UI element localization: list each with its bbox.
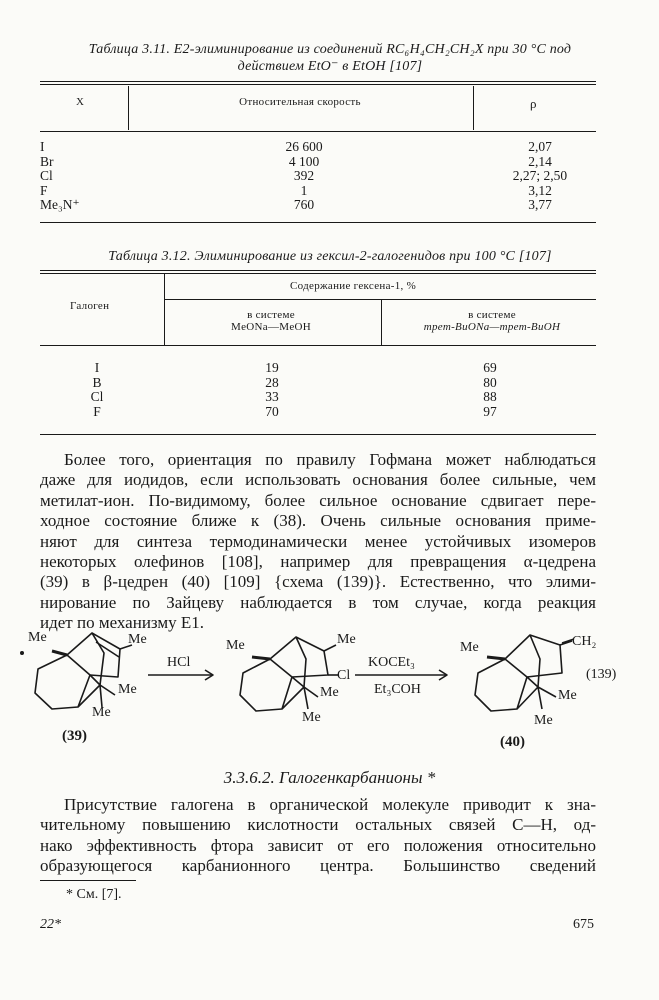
text-line: няют для синтеза термодинамически менее устойчивых изомеров — [40, 531, 596, 551]
molecule-40-label-me-bottom: Me — [534, 713, 553, 728]
table-3-12-col-divider-main — [164, 274, 165, 345]
table-3-11-top-rule — [40, 81, 596, 82]
table-cell: Cl — [40, 168, 53, 183]
molecule-39-number: (39) — [62, 728, 87, 744]
table-cell: 392 — [293, 168, 315, 183]
text-line: Более того, ориентация по правилу Гофмана может наблюдаться — [64, 450, 596, 469]
table-3-11-header-x: X — [76, 96, 85, 108]
table-3-12-top-rule-double — [40, 273, 596, 274]
table-3-11-col-x — [40, 140, 80, 213]
intermediate-label-me-left: Me — [226, 638, 245, 653]
table-3-12-top-rule — [40, 270, 596, 271]
table-cell: Cl — [90, 389, 104, 404]
subheader-line: в системе — [468, 309, 516, 321]
table-3-12-col-halogen — [82, 361, 112, 419]
table-3-12-col-tbuona — [470, 361, 510, 419]
text-line: ходное состояние ближе к (38). Очень сильные основания приме- — [40, 511, 596, 531]
table-cell: 97 — [483, 403, 497, 419]
table-cell: 2,14 — [528, 153, 552, 169]
table-cell: 1 — [300, 182, 308, 198]
reagent-1: HCl — [167, 655, 191, 670]
text-line: даже для иодидов, если использовать основания более сильные, чем — [40, 470, 596, 490]
table-cell: I — [40, 139, 45, 154]
table-3-11-col-rho — [490, 140, 590, 213]
table-cell: I — [94, 360, 100, 375]
molecule-40-number: (40) — [500, 734, 525, 750]
text-line: нирование по Зайцеву наблюдается в том случае, когда реакция — [40, 592, 596, 612]
molecule-39-structure — [35, 633, 132, 709]
table-cell: 19 — [265, 360, 279, 375]
table-3-11-header-rho: ρ — [530, 96, 537, 111]
intermediate-label-me-right: Me — [320, 685, 339, 700]
reagent-2-bottom: Et₃COH — [374, 682, 421, 697]
subheader-line: в системе — [247, 309, 295, 321]
table-cell: 33 — [265, 389, 279, 404]
dot-marker — [20, 651, 24, 655]
table-3-11-col-divider-2 — [473, 86, 474, 130]
table-cell: F — [40, 182, 48, 198]
table-cell: 26 600 — [285, 139, 323, 154]
table-cell: Me₃N⁺ — [40, 197, 80, 212]
table-3-11-header-rate: Относительная скорость — [239, 96, 361, 108]
subheader-line: трет-BuONa—трет-BuOH — [423, 321, 561, 333]
text-line: некоторых олефинов [108], например для превращения α-цедрена — [40, 551, 596, 571]
table-3-11-bottom-rule — [40, 222, 596, 223]
table-3-12-bottom-rule — [40, 434, 596, 435]
footnote-rule — [40, 880, 136, 881]
text-line: образующегося карбанионного центра. Большинство сведений — [40, 856, 596, 876]
paragraph-2 — [40, 795, 596, 877]
intermediate-label-me-bottom: Me — [302, 710, 321, 725]
table-cell: 28 — [265, 374, 279, 390]
table-3-12-header-halogen: Галоген — [70, 300, 110, 312]
table-cell: 69 — [483, 360, 497, 375]
table-3-11-caption-line1: Таблица 3.11. E2-элиминирование из соединений RC₆H₄CH₂CH₂X при 30 °C под — [88, 42, 572, 57]
intermediate-label-cl: Cl — [337, 668, 351, 683]
text-line: нако эффективность фтора зависит от его положения относительно — [40, 835, 596, 855]
molecule-39-label-me-lower-right: Me — [118, 682, 137, 697]
table-3-12-header-content: Содержание гексена-1, % — [290, 280, 417, 292]
page-number: 675 — [573, 917, 594, 932]
text-line: Присутствие галогена в органической молекуле приводит к зна- — [64, 795, 596, 814]
molecule-39-label-me-top: Me — [28, 630, 47, 645]
molecule-40-label-ch2: CH₂ — [572, 634, 597, 649]
scheme-number: (139) — [586, 667, 617, 682]
molecule-39-label-me-right: Me — [128, 632, 147, 647]
table-3-12-subheader-tbuona — [392, 309, 592, 333]
table-3-12-col-meona — [252, 361, 292, 419]
molecule-40-label-me-left: Me — [460, 640, 479, 655]
table-cell: 3,77 — [528, 197, 552, 212]
footnote: * См. [7]. — [66, 887, 122, 902]
signature-mark: 22* — [40, 917, 61, 932]
table-cell: 2,27; 2,50 — [512, 168, 568, 183]
table-3-11-col-rate — [254, 140, 354, 213]
molecule-40-label-me-right: Me — [558, 688, 577, 703]
subheader-line: MeONa—MeOH — [231, 321, 311, 333]
table-3-12-header-rule — [40, 345, 596, 346]
text-line: метилат-ион. По-видимому, более сильное основание сдвигает пере- — [40, 490, 596, 510]
table-cell: 3,12 — [528, 182, 552, 198]
text-line: (39) в β-цедрен (40) [109] {схема (139)}. Естественно, что элими- — [40, 572, 596, 592]
table-3-12-caption: Таблица 3.12. Элиминирование из гексил-2-галогенидов при 100 °C [107] — [108, 249, 552, 264]
table-3-12-col-divider-sub — [381, 300, 382, 345]
table-cell: 2,07 — [528, 139, 552, 154]
text-line: чительному повышению кислотности остальных связей C—H, од- — [40, 815, 596, 835]
molecule-39-label-me-bottom: Me — [92, 705, 111, 720]
table-3-11-col-divider-1 — [128, 86, 129, 130]
intermediate-label-me-top: Me — [337, 632, 356, 647]
table-cell: 80 — [483, 374, 497, 390]
table-cell: Br — [40, 153, 54, 169]
text-line: идет по механизму E1. — [40, 613, 205, 633]
table-cell: 88 — [483, 389, 497, 404]
table-cell: 760 — [293, 197, 315, 212]
table-cell: 4 100 — [288, 153, 320, 169]
reagent-2-top: KOCEt₃ — [368, 655, 415, 670]
table-3-12-subheader-meona — [176, 309, 366, 333]
table-3-11-caption-line2: действием EtO⁻ в EtOH [107] — [237, 59, 423, 74]
table-cell: B — [92, 374, 102, 390]
table-cell: F — [93, 403, 101, 419]
table-3-11-top-rule-double — [40, 84, 596, 85]
table-cell: 70 — [265, 403, 279, 419]
reaction-scheme-139 — [0, 615, 659, 755]
section-heading: 3.3.6.2. Галогенкарбанионы * — [223, 768, 436, 787]
paragraph-1 — [40, 450, 596, 634]
table-3-11-header-rule — [40, 131, 596, 132]
